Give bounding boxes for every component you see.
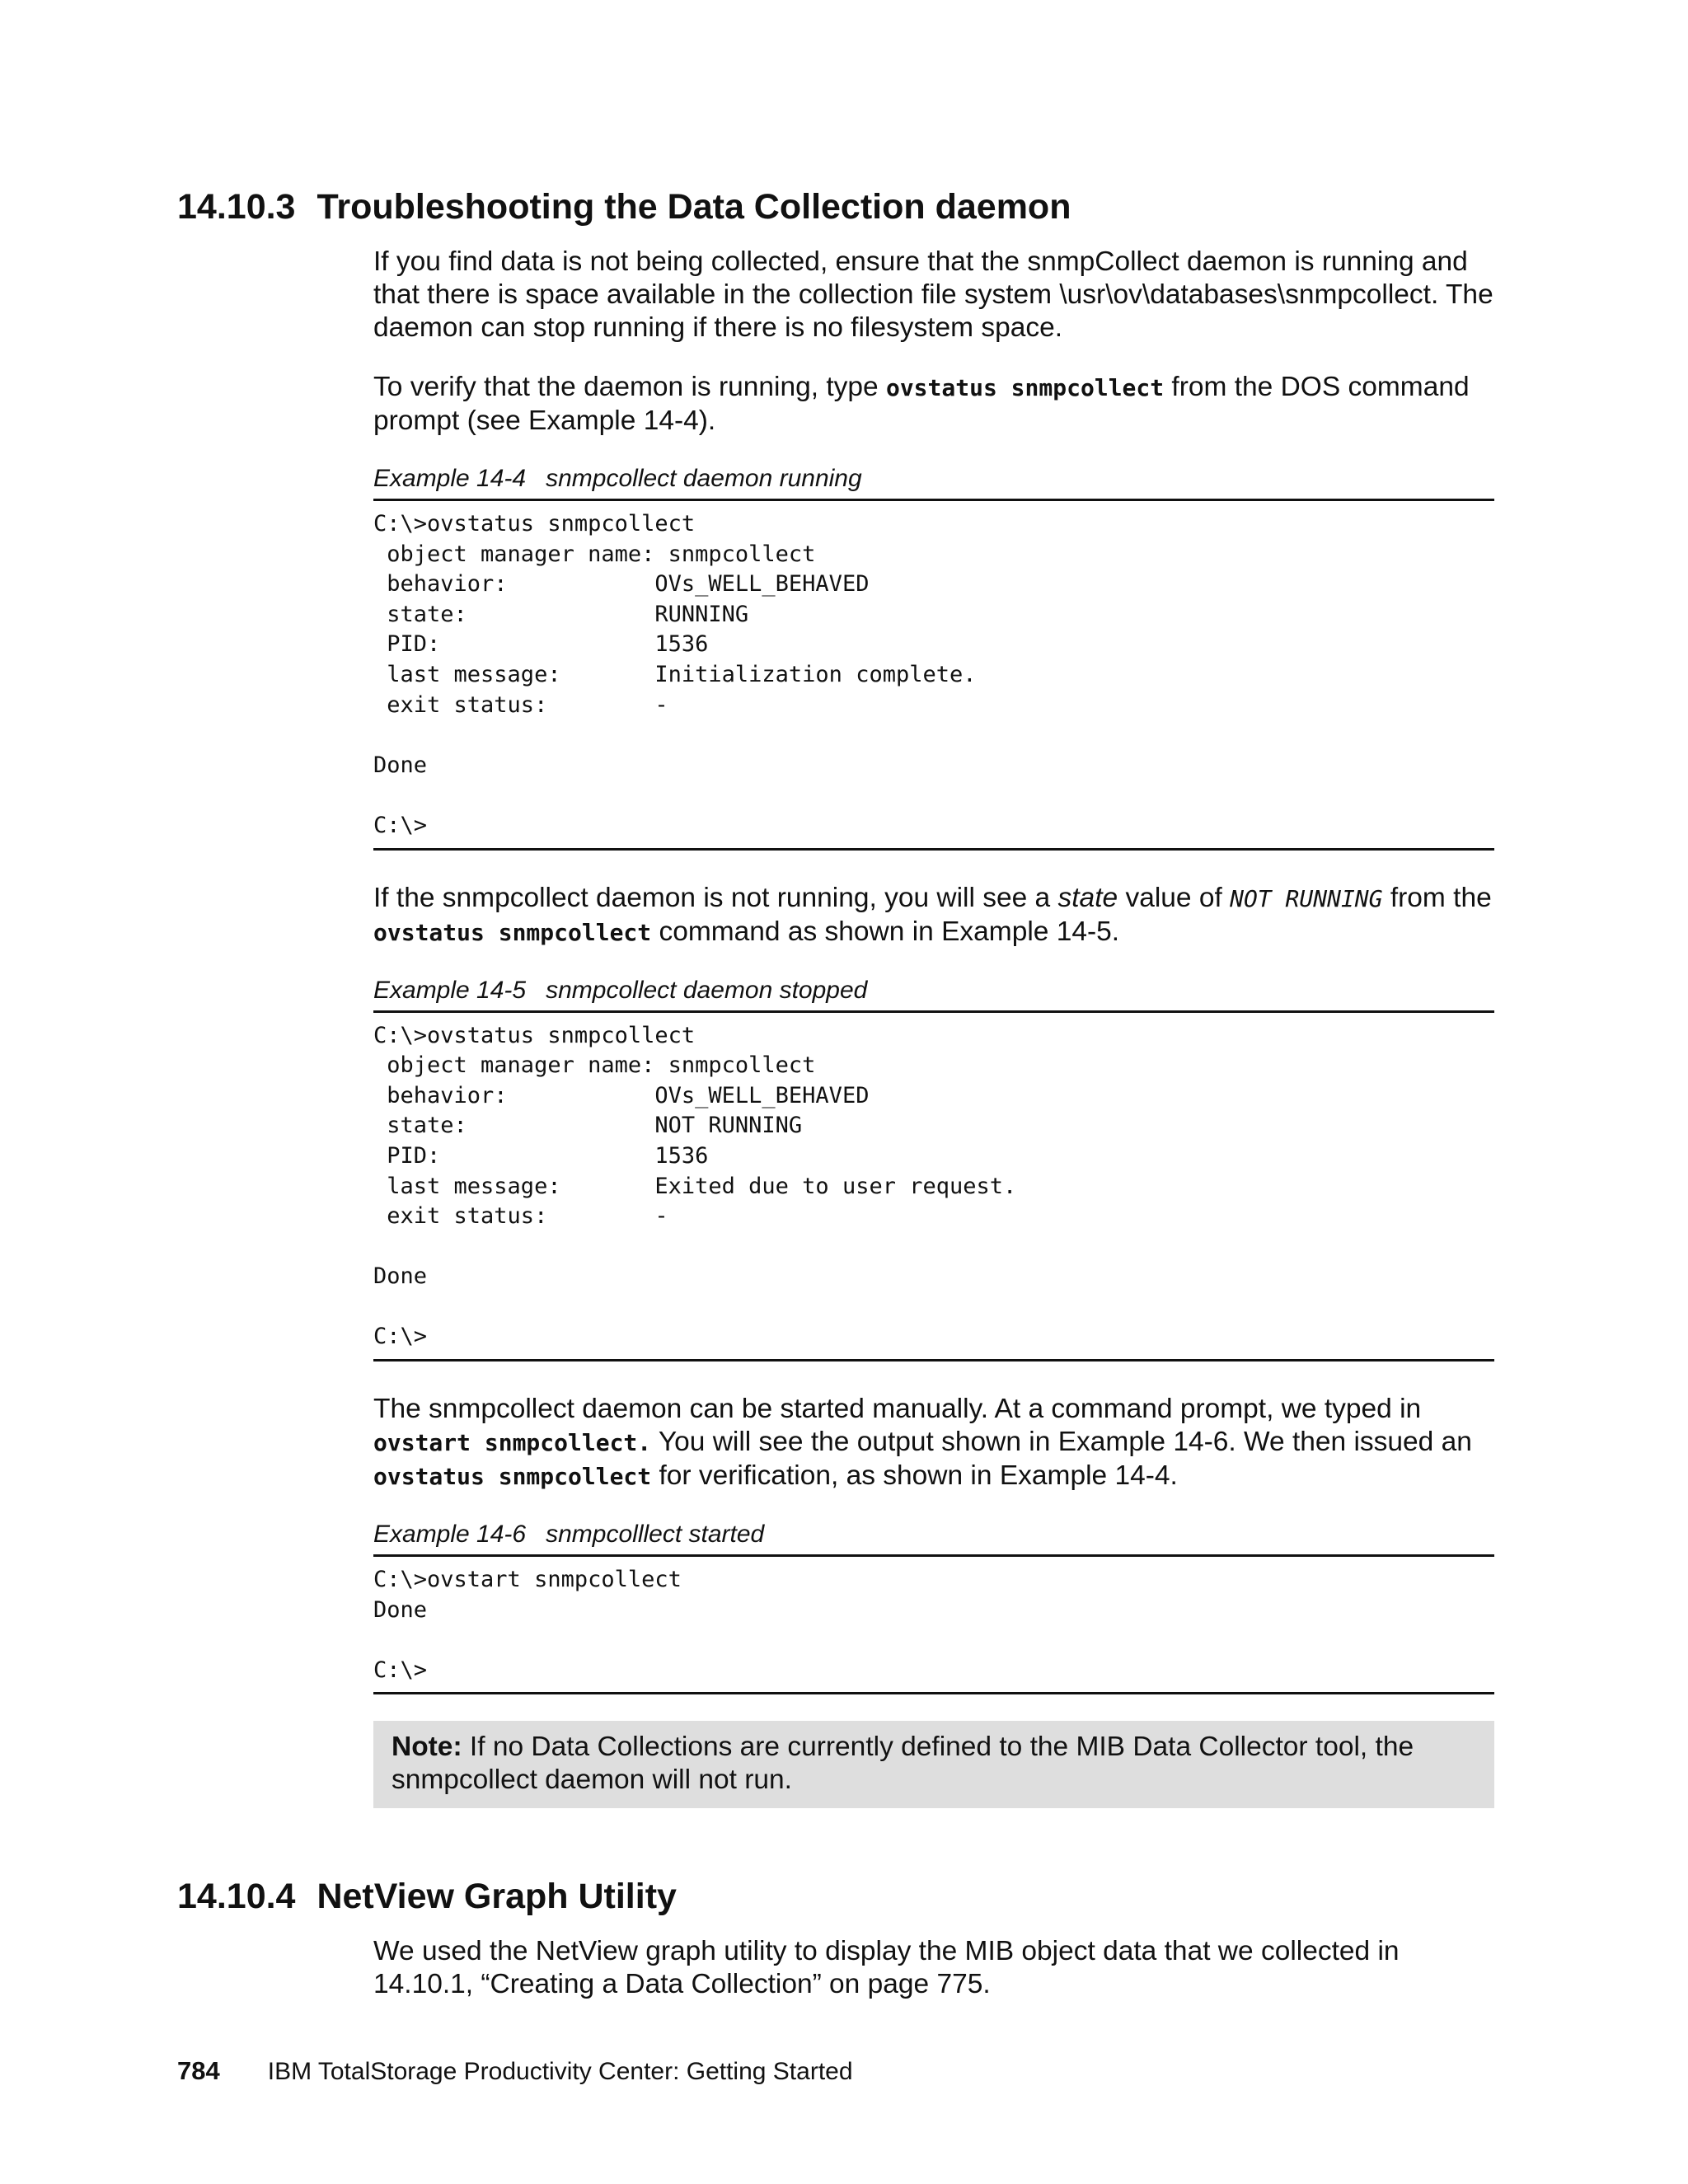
code-example-14-4	[373, 499, 1494, 851]
section-number: 14.10.4	[177, 1877, 296, 1916]
paragraph-graph-utility: We used the NetView graph utility to display the MIB object data that we collected in 14.10.1, “Creating a Data Collection” on page 775.	[373, 1936, 1400, 1999]
code-line: PID: 1536	[373, 631, 709, 658]
note-text: If no Data Collections are currently defined to the MIB Data Collector tool, the snmpcollect daemon will not run.	[392, 1732, 1414, 1796]
section-14-10-3-body	[373, 246, 1494, 1808]
example-caption-14-6: Example 14-6 snmpcolllect started	[373, 1521, 765, 1549]
code-example-14-5	[373, 1010, 1494, 1362]
section-heading-14-10-3	[177, 185, 1071, 228]
code-line: last message: Initialization complete.	[373, 661, 977, 687]
code-line	[373, 1625, 1494, 1656]
code-block	[373, 1021, 1494, 1353]
code-line: Done	[373, 1596, 428, 1623]
book-title: IBM TotalStorage Productivity Center: Getting Started	[267, 2058, 853, 2085]
code-line: C:\>	[373, 1657, 428, 1683]
code-line: C:\>	[373, 1324, 428, 1350]
paragraph-not-running: If the snmpcollect daemon is not running, you will see a state value of NOT RUNNING from the ovstatus snmpcollect command as shown in Example 14-5.	[373, 882, 1492, 947]
section-heading-14-10-4	[177, 1875, 677, 1918]
code-line: C:\>ovstatus snmpcollect	[373, 1022, 696, 1048]
section-14-10-4-body	[373, 1935, 1494, 2001]
paragraph-verify: To verify that the daemon is running, type ovstatus snmpcollect from the DOS command prompt (see Example 14-4).	[373, 372, 1470, 436]
section-title: NetView Graph Utility	[316, 1877, 677, 1916]
section-number: 14.10.3	[177, 187, 296, 227]
code-line: state: RUNNING	[373, 601, 749, 627]
code-line: PID: 1536	[373, 1142, 709, 1169]
code-block	[373, 1565, 1494, 1685]
paragraph-intro: If you find data is not being collected, ensure that the snmpCollect daemon is running and that there is space available in the collection file system \usr\ov\databases\snmpcollect. The daemon can stop running if there is no filesystem space.	[373, 246, 1493, 343]
section-title: Troubleshooting the Data Collection daemon	[316, 187, 1071, 227]
inline-command: ovstatus snmpcollect	[373, 1463, 652, 1491]
code-line: C:\>ovstatus snmpcollect	[373, 511, 696, 537]
note-label: Note:	[392, 1732, 462, 1763]
page-number: 784	[177, 2056, 220, 2085]
example-caption-14-4: Example 14-4 snmpcollect daemon running	[373, 465, 862, 492]
code-line: Done	[373, 1263, 428, 1290]
example-caption-14-5: Example 14-5 snmpcollect daemon stopped	[373, 976, 868, 1004]
code-line: Done	[373, 752, 428, 778]
page-footer	[177, 2056, 853, 2087]
code-line: last message: Exited due to user request.	[373, 1173, 1017, 1199]
code-block	[373, 509, 1494, 841]
code-line	[373, 1292, 1494, 1323]
code-line: object manager name: snmpcollect	[373, 1052, 816, 1079]
code-line	[373, 780, 1494, 811]
code-line: object manager name: snmpcollect	[373, 541, 816, 567]
paragraph-manual-start: The snmpcollect daemon can be started manually. At a command prompt, we typed in ovstart snmpcollect. You will see the output shown in Example 14-6. We then issued an ovstatus snmpcollect for verification, as shown in Example 14-4.	[373, 1394, 1472, 1492]
code-line: state: NOT RUNNING	[373, 1113, 803, 1139]
inline-code-value: NOT RUNNING	[1230, 884, 1383, 912]
code-line: exit status: -	[373, 691, 668, 718]
inline-command: ovstatus snmpcollect	[885, 374, 1165, 401]
code-example-14-6	[373, 1554, 1494, 1694]
code-line	[373, 720, 1494, 751]
inline-command: ovstart snmpcollect.	[373, 1429, 652, 1457]
code-line: behavior: OVs_WELL_BEHAVED	[373, 1082, 870, 1108]
code-line: C:\>	[373, 812, 428, 838]
note-box	[373, 1721, 1494, 1808]
code-line	[373, 1232, 1494, 1263]
inline-command: ovstatus snmpcollect	[373, 918, 652, 946]
code-line: C:\>ovstart snmpcollect	[373, 1567, 682, 1593]
code-line: behavior: OVs_WELL_BEHAVED	[373, 571, 870, 598]
italic-term: state	[1057, 882, 1118, 913]
code-line: exit status: -	[373, 1203, 668, 1230]
